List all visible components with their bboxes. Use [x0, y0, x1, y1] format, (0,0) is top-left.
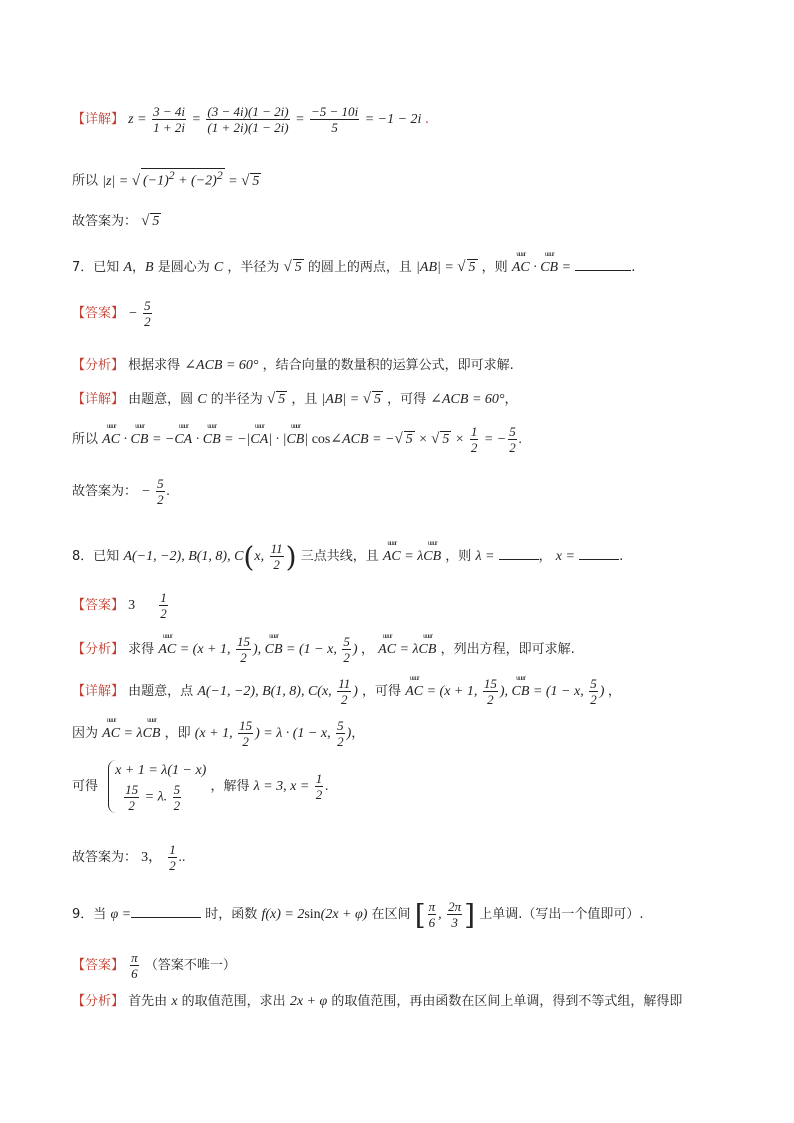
answer-blank-9[interactable]: [131, 917, 201, 918]
question-9-stem: 9．当 φ = 时，函数 f(x) = 2sin(2x + φ) 在区间 [ $\frac{\pi}{6}$ , $\frac{2\pi}{3}$ ] 上单调.（写出一个值即可）.: [72, 898, 644, 931]
detail-line-complex: 【详解】 z = $\frac{3 - 4i}{1 + 2i}$ = $\frac{(3 - 4i)(1 - 2i)}{(1 + 2i)(1 - 2i)}$ = $\frac{-5 - 10i}{5}$ = −1 − 2i .: [72, 104, 430, 135]
analysis-8: 【分析】 求得 uuur AC = (x + 1, $\frac{15}{2}$ ), uuur CB = (1 − x, $\frac{5}{2}$ ) ， uuur AC = λuuur CB ，列出方程，即可求解.: [72, 634, 575, 665]
answer-blank-7[interactable]: [575, 270, 631, 271]
formula-modulus: |z| = √ $(-1)^2 + (-2)^2$ = √ 5: [102, 169, 260, 189]
answer-9: 【答案】 $\frac{\pi}{6}$ （答案不唯一）: [72, 950, 236, 981]
answer-blank-8a[interactable]: [499, 559, 539, 560]
question-7-stem: 7．已知 A，B 是圆心为 C ，半径为 √ 5 的圆上的两点，且 |AB| = √ 5 ，则 uuur AC · uuur CB = .: [72, 256, 635, 276]
detail-8-system: 可得 x + 1 = λ(1 − x) $\frac{15}{2}$ = λ. $\frac{5}{2}$ ，解得 λ = 3, x = $\frac{1}{2}$ .: [72, 760, 329, 813]
detail-8: 【详解】 由题意，点 A(−1, −2), B(1, 8), C(x, $\frac{11}{2}$ ) ，可得 uuur AC = (x + 1, $\frac{15}{2}$ ), uuur CB = (1 − x, $\frac{5}{2}$ ) ，: [72, 676, 621, 707]
analysis-7: 【分析】 根据求得 ∠ACB = 60° ，结合向量的数量积的运算公式，即可求解.: [72, 358, 514, 373]
final-answer-6: 故答案为： √ 5: [72, 213, 160, 229]
answer-8: 【答案】 3 $\frac{1}{2}$: [72, 590, 167, 621]
answer-blank-8b[interactable]: [579, 559, 619, 560]
detail-line-modulus: 所以 |z| = √ $(-1)^2 + (-2)^2$ = √ 5: [72, 169, 260, 189]
formula-complex-division: z = $\frac{3 - 4i}{1 + 2i}$ = $\frac{(3 - 4i)(1 - 2i)}{(1 + 2i)(1 - 2i)}$ = $\frac{-5 - 10i}{5}$ = −1 − 2i: [128, 104, 422, 135]
question-8-stem: 8．已知 A(−1, −2), B(1, 8), C(x, $\frac{11}{2}$ ) 三点共线，且 uuur AC = λuuur CB ，则 λ = ， x = .: [72, 540, 623, 573]
final-answer-7: 故答案为： − $\frac{5}{2}$ .: [72, 476, 171, 507]
final-answer-8: 故答案为： 3， $\frac{1}{2}$ ..: [72, 842, 186, 873]
detail-7-dot-product: 所以 uuur AC · uuur CB = −uuur CA · uuur CB = −|uuur CA| · |uuur CB| cos∠ACB = −√ 5 × √ 5 × $\frac{1}{2}$ = − $\frac{5}{2}$ .: [72, 424, 522, 455]
answer-7: 【答案】 − $\frac{5}{2}$: [72, 298, 151, 329]
detail-tag: 【详解】: [72, 112, 125, 127]
detail-8-because: 因为 uuur AC = λuuur CB ，即 (x + 1, $\frac{15}{2}$ ) = λ · (1 − x, $\frac{5}{2}$ )，: [72, 718, 364, 749]
analysis-9: 【分析】 首先由 x 的取值范围，求出 2x + φ 的取值范围，再由函数在区间上单调，得到不等式组，解得即: [72, 994, 683, 1009]
detail-7: 【详解】 由题意，圆 C 的半径为 √ 5 ，且 |AB| = √ 5 ，可得 ∠ACB = 60°，: [72, 391, 518, 407]
